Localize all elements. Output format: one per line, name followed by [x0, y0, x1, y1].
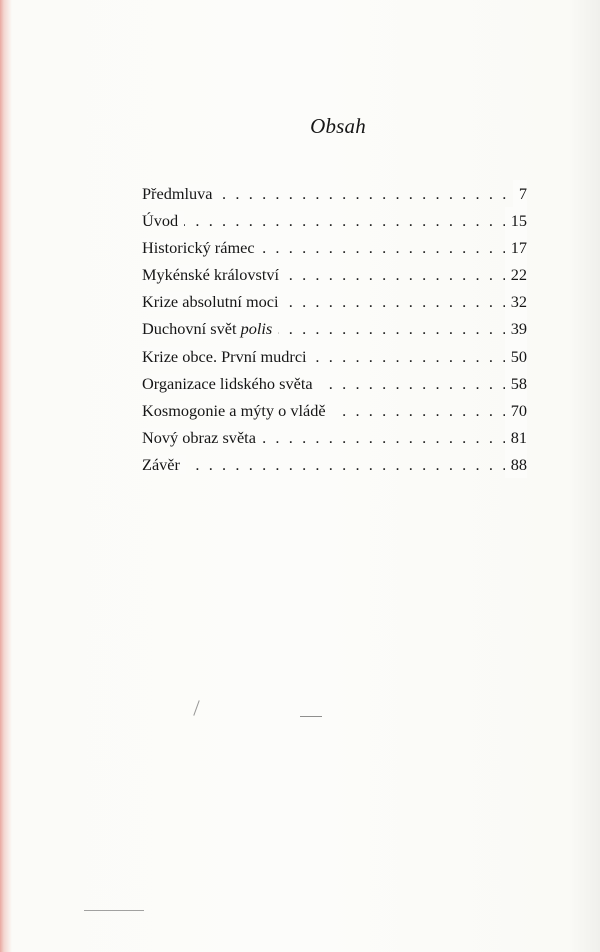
toc-entry	[142, 451, 527, 478]
toc-entry-page: 50	[505, 343, 527, 370]
toc-entry-page: 70	[505, 397, 527, 424]
page-title: Obsah	[310, 114, 366, 138]
toc-entry-page: 81	[505, 424, 527, 451]
table-of-contents	[142, 180, 527, 478]
toc-entry-title: Duchovní svět polis	[142, 319, 278, 338]
toc-entry	[142, 207, 527, 234]
scan-mark	[84, 910, 144, 911]
scan-mark	[300, 716, 322, 717]
toc-entry-title: Kosmogonie a mýty o vládě	[142, 401, 332, 420]
toc-entry-page: 17	[505, 234, 527, 261]
toc-entry-page: 88	[505, 451, 527, 478]
scan-mark	[193, 700, 199, 715]
toc-entry-title-italic: polis	[240, 319, 273, 339]
toc-entry-title: Historický rámec	[142, 238, 261, 257]
toc-entry-page: 58	[505, 370, 527, 397]
toc-entry-page: 32	[505, 288, 527, 315]
toc-entry-title: Mykénské království	[142, 265, 285, 284]
toc-entry-page: 7	[513, 180, 527, 207]
toc-entry	[142, 343, 527, 370]
toc-entry-page: 22	[505, 261, 527, 288]
toc-entry-page: 39	[505, 315, 527, 342]
toc-entry	[142, 397, 527, 424]
toc-entry-title: Úvod	[142, 211, 184, 230]
toc-entry	[142, 288, 527, 315]
toc-entry	[142, 261, 527, 288]
toc-entry	[142, 180, 527, 207]
toc-entry	[142, 234, 527, 261]
toc-entry	[142, 315, 527, 342]
toc-entry-page: 15	[505, 207, 527, 234]
toc-entry-title: Předmluva	[142, 184, 219, 203]
toc-entry-title: Krize obce. První mudrci	[142, 347, 313, 366]
toc-entry-title: Krize absolutní moci	[142, 292, 285, 311]
toc-entry-title: Organizace lidského světa	[142, 374, 319, 393]
toc-entry	[142, 424, 527, 451]
toc-entry-title: Nový obraz světa	[142, 428, 262, 447]
toc-entry-title: Závěr	[142, 455, 186, 474]
toc-entry	[142, 370, 527, 397]
